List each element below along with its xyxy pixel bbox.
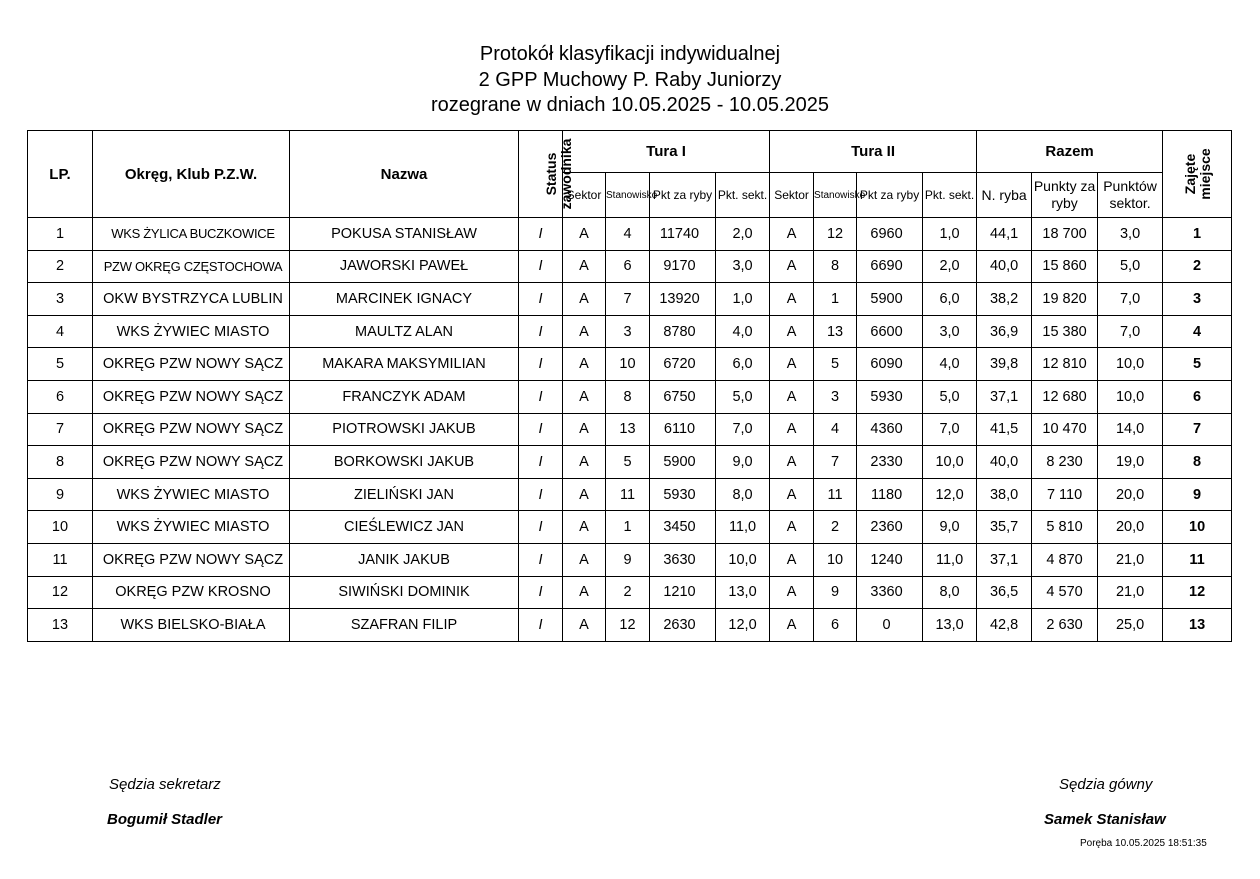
- cell-pkt-sekt-1: 7,0: [716, 413, 770, 446]
- col-header-pkt-ryby-2: Pkt za ryby: [857, 173, 923, 218]
- cell-sektor-1: A: [563, 315, 606, 348]
- cell-n-ryba: 39,8: [977, 348, 1032, 381]
- table-row: [28, 543, 1232, 576]
- cell-stanowisko-2: 8: [814, 250, 857, 283]
- cell-name: BORKOWSKI JAKUB: [290, 446, 519, 479]
- cell-punkty-ryby: 12 810: [1032, 348, 1098, 381]
- cell-lp: 10: [28, 511, 93, 544]
- cell-pkt-ryby-2: 2360: [857, 511, 923, 544]
- cell-pkt-sekt-1: 11,0: [716, 511, 770, 544]
- cell-stanowisko-1: 1: [606, 511, 650, 544]
- col-header-n-ryba: N. ryba: [977, 173, 1032, 218]
- cell-stanowisko-1: 6: [606, 250, 650, 283]
- cell-club: OKW BYSTRZYCA LUBLIN: [93, 283, 290, 316]
- col-header-pkt-sekt-1: Pkt. sekt.: [716, 173, 770, 218]
- cell-pkt-sekt-2: 11,0: [923, 543, 977, 576]
- cell-n-ryba: 36,9: [977, 315, 1032, 348]
- cell-place: 9: [1163, 478, 1232, 511]
- cell-pkt-sekt-2: 4,0: [923, 348, 977, 381]
- cell-pkt-sekt-1: 6,0: [716, 348, 770, 381]
- cell-status: I: [519, 511, 563, 544]
- cell-stanowisko-2: 3: [814, 380, 857, 413]
- cell-status: I: [519, 609, 563, 642]
- cell-name: JANIK JAKUB: [290, 543, 519, 576]
- cell-punktow-sektor: 3,0: [1098, 218, 1163, 251]
- col-header-place-text: Zajęte miejsce: [1182, 147, 1214, 200]
- cell-pkt-ryby-1: 6720: [650, 348, 716, 381]
- cell-name: PIOTROWSKI JAKUB: [290, 413, 519, 446]
- cell-lp: 6: [28, 380, 93, 413]
- cell-punkty-ryby: 18 700: [1032, 218, 1098, 251]
- cell-pkt-ryby-2: 0: [857, 609, 923, 642]
- cell-pkt-sekt-2: 10,0: [923, 446, 977, 479]
- cell-pkt-ryby-2: 6600: [857, 315, 923, 348]
- cell-place: 8: [1163, 446, 1232, 479]
- cell-pkt-ryby-1: 6110: [650, 413, 716, 446]
- cell-lp: 4: [28, 315, 93, 348]
- cell-n-ryba: 44,1: [977, 218, 1032, 251]
- cell-stanowisko-1: 8: [606, 380, 650, 413]
- cell-stanowisko-1: 2: [606, 576, 650, 609]
- col-header-status: [519, 131, 574, 218]
- col-header-club: Okręg, Klub P.Z.W.: [93, 131, 290, 218]
- cell-stanowisko-1: 11: [606, 478, 650, 511]
- cell-status: I: [519, 543, 563, 576]
- cell-sektor-2: A: [770, 413, 814, 446]
- cell-place: 5: [1163, 348, 1232, 381]
- cell-status: I: [519, 218, 563, 251]
- cell-place: 10: [1163, 511, 1232, 544]
- col-header-pkt-ryby-1: Pkt za ryby: [650, 173, 716, 218]
- cell-punkty-ryby: 4 570: [1032, 576, 1098, 609]
- cell-sektor-2: A: [770, 446, 814, 479]
- cell-club: PZW OKRĘG CZĘSTOCHOWA: [93, 250, 290, 283]
- cell-place: 1: [1163, 218, 1232, 251]
- cell-sektor-1: A: [563, 218, 606, 251]
- cell-pkt-ryby-2: 1240: [857, 543, 923, 576]
- chief-judge-label: Sędzia gówny: [1059, 776, 1153, 793]
- cell-punkty-ryby: 5 810: [1032, 511, 1098, 544]
- cell-sektor-2: A: [770, 478, 814, 511]
- cell-lp: 12: [28, 576, 93, 609]
- cell-pkt-ryby-2: 4360: [857, 413, 923, 446]
- col-header-sektor-1: Sektor: [563, 173, 606, 218]
- table-row: [28, 250, 1232, 283]
- table-row: [28, 478, 1232, 511]
- cell-sektor-1: A: [563, 348, 606, 381]
- cell-club: WKS ŻYWIEC MIASTO: [93, 511, 290, 544]
- cell-pkt-sekt-1: 2,0: [716, 218, 770, 251]
- cell-pkt-ryby-2: 1180: [857, 478, 923, 511]
- cell-punktow-sektor: 7,0: [1098, 315, 1163, 348]
- cell-stanowisko-2: 9: [814, 576, 857, 609]
- cell-sektor-2: A: [770, 576, 814, 609]
- cell-name: SIWIŃSKI DOMINIK: [290, 576, 519, 609]
- cell-pkt-ryby-1: 3630: [650, 543, 716, 576]
- cell-punktow-sektor: 21,0: [1098, 543, 1163, 576]
- cell-pkt-sekt-1: 3,0: [716, 250, 770, 283]
- cell-lp: 9: [28, 478, 93, 511]
- cell-stanowisko-2: 5: [814, 348, 857, 381]
- cell-place: 3: [1163, 283, 1232, 316]
- cell-pkt-ryby-2: 2330: [857, 446, 923, 479]
- table-row: [28, 576, 1232, 609]
- cell-pkt-ryby-2: 6960: [857, 218, 923, 251]
- cell-status: I: [519, 283, 563, 316]
- cell-pkt-ryby-2: 6690: [857, 250, 923, 283]
- cell-n-ryba: 37,1: [977, 543, 1032, 576]
- cell-place: 11: [1163, 543, 1232, 576]
- cell-club: OKRĘG PZW NOWY SĄCZ: [93, 413, 290, 446]
- cell-punkty-ryby: 10 470: [1032, 413, 1098, 446]
- cell-punktow-sektor: 25,0: [1098, 609, 1163, 642]
- cell-stanowisko-2: 7: [814, 446, 857, 479]
- chief-judge-name: Samek Stanisław: [1044, 811, 1166, 828]
- cell-place: 12: [1163, 576, 1232, 609]
- results-table: [27, 130, 1232, 642]
- cell-status: I: [519, 315, 563, 348]
- cell-pkt-sekt-2: 7,0: [923, 413, 977, 446]
- cell-punktow-sektor: 7,0: [1098, 283, 1163, 316]
- cell-place: 7: [1163, 413, 1232, 446]
- cell-stanowisko-1: 3: [606, 315, 650, 348]
- cell-lp: 8: [28, 446, 93, 479]
- cell-pkt-ryby-2: 5900: [857, 283, 923, 316]
- cell-sektor-1: A: [563, 511, 606, 544]
- cell-punkty-ryby: 19 820: [1032, 283, 1098, 316]
- cell-sektor-2: A: [770, 315, 814, 348]
- cell-status: I: [519, 478, 563, 511]
- cell-n-ryba: 40,0: [977, 250, 1032, 283]
- cell-lp: 7: [28, 413, 93, 446]
- cell-pkt-sekt-2: 8,0: [923, 576, 977, 609]
- cell-status: I: [519, 413, 563, 446]
- table-row: [28, 511, 1232, 544]
- cell-stanowisko-2: 10: [814, 543, 857, 576]
- cell-sektor-1: A: [563, 576, 606, 609]
- cell-pkt-sekt-2: 6,0: [923, 283, 977, 316]
- table-row: [28, 446, 1232, 479]
- document-title: Protokół klasyfikacji indywidualnej: [479, 43, 781, 65]
- cell-club: OKRĘG PZW NOWY SĄCZ: [93, 543, 290, 576]
- cell-pkt-sekt-1: 13,0: [716, 576, 770, 609]
- cell-status: I: [519, 250, 563, 283]
- cell-sektor-1: A: [563, 446, 606, 479]
- table-row: [28, 218, 1232, 251]
- cell-name: JAWORSKI PAWEŁ: [290, 250, 519, 283]
- col-header-lp: LP.: [28, 131, 93, 218]
- cell-status: I: [519, 380, 563, 413]
- cell-pkt-ryby-1: 5930: [650, 478, 716, 511]
- cell-name: CIEŚLEWICZ JAN: [290, 511, 519, 544]
- cell-sektor-2: A: [770, 511, 814, 544]
- col-header-tura2: Tura II: [770, 131, 977, 173]
- col-header-razem: Razem: [977, 131, 1163, 173]
- cell-club: WKS ŻYWIEC MIASTO: [93, 478, 290, 511]
- cell-stanowisko-1: 13: [606, 413, 650, 446]
- cell-pkt-sekt-2: 13,0: [923, 609, 977, 642]
- cell-place: 4: [1163, 315, 1232, 348]
- cell-sektor-1: A: [563, 609, 606, 642]
- col-header-punktow-sektor: Punktów sektor.: [1098, 173, 1163, 218]
- cell-place: 2: [1163, 250, 1232, 283]
- cell-stanowisko-2: 12: [814, 218, 857, 251]
- cell-name: FRANCZYK ADAM: [290, 380, 519, 413]
- cell-lp: 2: [28, 250, 93, 283]
- table-row: [28, 380, 1232, 413]
- cell-club: WKS ŻYWIEC MIASTO: [93, 315, 290, 348]
- cell-punktow-sektor: 10,0: [1098, 380, 1163, 413]
- cell-n-ryba: 42,8: [977, 609, 1032, 642]
- cell-sektor-1: A: [563, 380, 606, 413]
- cell-name: SZAFRAN FILIP: [290, 609, 519, 642]
- cell-sektor-2: A: [770, 250, 814, 283]
- cell-punkty-ryby: 2 630: [1032, 609, 1098, 642]
- cell-punkty-ryby: 15 380: [1032, 315, 1098, 348]
- table-row: [28, 315, 1232, 348]
- cell-sektor-2: A: [770, 543, 814, 576]
- cell-name: MARCINEK IGNACY: [290, 283, 519, 316]
- cell-sektor-1: A: [563, 478, 606, 511]
- cell-sektor-2: A: [770, 218, 814, 251]
- secretary-label: Sędzia sekretarz: [109, 776, 221, 793]
- col-header-place: [1163, 131, 1232, 218]
- cell-stanowisko-2: 2: [814, 511, 857, 544]
- cell-stanowisko-1: 10: [606, 348, 650, 381]
- cell-punkty-ryby: 15 860: [1032, 250, 1098, 283]
- cell-status: I: [519, 348, 563, 381]
- cell-place: 13: [1163, 609, 1232, 642]
- cell-pkt-ryby-1: 13920: [650, 283, 716, 316]
- cell-pkt-ryby-1: 9170: [650, 250, 716, 283]
- cell-club: WKS BIELSKO-BIAŁA: [93, 609, 290, 642]
- competition-name: 2 GPP Muchowy P. Raby Juniorzy: [478, 69, 782, 91]
- col-header-tura1: Tura I: [563, 131, 770, 173]
- cell-stanowisko-1: 4: [606, 218, 650, 251]
- col-header-stanowisko-2: Stanowisko: [814, 173, 857, 218]
- cell-place: 6: [1163, 380, 1232, 413]
- cell-pkt-ryby-2: 5930: [857, 380, 923, 413]
- cell-pkt-sekt-2: 12,0: [923, 478, 977, 511]
- cell-pkt-sekt-1: 10,0: [716, 543, 770, 576]
- cell-pkt-sekt-1: 9,0: [716, 446, 770, 479]
- cell-name: MAULTZ ALAN: [290, 315, 519, 348]
- cell-pkt-sekt-2: 5,0: [923, 380, 977, 413]
- cell-club: OKRĘG PZW NOWY SĄCZ: [93, 348, 290, 381]
- cell-punktow-sektor: 21,0: [1098, 576, 1163, 609]
- secretary-name: Bogumił Stadler: [107, 811, 223, 828]
- cell-stanowisko-2: 6: [814, 609, 857, 642]
- cell-lp: 3: [28, 283, 93, 316]
- cell-n-ryba: 40,0: [977, 446, 1032, 479]
- cell-punktow-sektor: 10,0: [1098, 348, 1163, 381]
- cell-pkt-sekt-1: 4,0: [716, 315, 770, 348]
- cell-lp: 5: [28, 348, 93, 381]
- cell-sektor-2: A: [770, 283, 814, 316]
- cell-punktow-sektor: 5,0: [1098, 250, 1163, 283]
- cell-stanowisko-1: 12: [606, 609, 650, 642]
- cell-pkt-ryby-1: 6750: [650, 380, 716, 413]
- cell-punkty-ryby: 4 870: [1032, 543, 1098, 576]
- cell-pkt-ryby-1: 2630: [650, 609, 716, 642]
- cell-punktow-sektor: 19,0: [1098, 446, 1163, 479]
- cell-pkt-sekt-2: 9,0: [923, 511, 977, 544]
- cell-name: POKUSA STANISŁAW: [290, 218, 519, 251]
- cell-lp: 11: [28, 543, 93, 576]
- cell-sektor-1: A: [563, 413, 606, 446]
- cell-lp: 13: [28, 609, 93, 642]
- table-row: [28, 348, 1232, 381]
- cell-pkt-ryby-1: 11740: [650, 218, 716, 251]
- table-row: [28, 283, 1232, 316]
- cell-name: MAKARA MAKSYMILIAN: [290, 348, 519, 381]
- col-header-pkt-sekt-2: Pkt. sekt.: [923, 173, 977, 218]
- cell-club: OKRĘG PZW NOWY SĄCZ: [93, 446, 290, 479]
- cell-pkt-ryby-1: 8780: [650, 315, 716, 348]
- cell-pkt-sekt-1: 12,0: [716, 609, 770, 642]
- cell-stanowisko-2: 13: [814, 315, 857, 348]
- cell-n-ryba: 38,2: [977, 283, 1032, 316]
- cell-pkt-ryby-1: 1210: [650, 576, 716, 609]
- cell-n-ryba: 38,0: [977, 478, 1032, 511]
- cell-stanowisko-1: 9: [606, 543, 650, 576]
- cell-club: WKS ŻYLICA BUCZKOWICE: [93, 218, 290, 251]
- cell-sektor-1: A: [563, 543, 606, 576]
- cell-sektor-2: A: [770, 380, 814, 413]
- cell-club: OKRĘG PZW NOWY SĄCZ: [93, 380, 290, 413]
- cell-pkt-ryby-2: 6090: [857, 348, 923, 381]
- cell-pkt-ryby-1: 3450: [650, 511, 716, 544]
- cell-club: OKRĘG PZW KROSNO: [93, 576, 290, 609]
- cell-punktow-sektor: 14,0: [1098, 413, 1163, 446]
- cell-sektor-1: A: [563, 283, 606, 316]
- cell-pkt-sekt-2: 1,0: [923, 218, 977, 251]
- cell-punkty-ryby: 7 110: [1032, 478, 1098, 511]
- cell-sektor-1: A: [563, 250, 606, 283]
- cell-punkty-ryby: 8 230: [1032, 446, 1098, 479]
- competition-dates: rozegrane w dniach 10.05.2025 - 10.05.2025: [430, 94, 830, 116]
- cell-pkt-sekt-1: 1,0: [716, 283, 770, 316]
- table-row: [28, 609, 1232, 642]
- cell-name: ZIELIŃSKI JAN: [290, 478, 519, 511]
- cell-n-ryba: 35,7: [977, 511, 1032, 544]
- cell-pkt-sekt-1: 8,0: [716, 478, 770, 511]
- cell-stanowisko-1: 7: [606, 283, 650, 316]
- place-date-stamp: Poręba 10.05.2025 18:51:35: [1080, 838, 1207, 849]
- cell-sektor-2: A: [770, 609, 814, 642]
- cell-sektor-2: A: [770, 348, 814, 381]
- cell-stanowisko-1: 5: [606, 446, 650, 479]
- cell-punktow-sektor: 20,0: [1098, 478, 1163, 511]
- col-header-name: Nazwa: [290, 131, 519, 218]
- cell-punktow-sektor: 20,0: [1098, 511, 1163, 544]
- cell-status: I: [519, 446, 563, 479]
- cell-pkt-ryby-1: 5900: [650, 446, 716, 479]
- cell-n-ryba: 36,5: [977, 576, 1032, 609]
- cell-pkt-sekt-1: 5,0: [716, 380, 770, 413]
- cell-pkt-ryby-2: 3360: [857, 576, 923, 609]
- col-header-punkty-ryby: Punkty za ryby: [1032, 173, 1098, 218]
- cell-status: I: [519, 576, 563, 609]
- cell-n-ryba: 41,5: [977, 413, 1032, 446]
- cell-punkty-ryby: 12 680: [1032, 380, 1098, 413]
- table-row: [28, 413, 1232, 446]
- cell-pkt-sekt-2: 2,0: [923, 250, 977, 283]
- cell-pkt-sekt-2: 3,0: [923, 315, 977, 348]
- col-header-stanowisko-1: Stanowisko: [606, 173, 650, 218]
- cell-lp: 1: [28, 218, 93, 251]
- cell-stanowisko-2: 1: [814, 283, 857, 316]
- col-header-sektor-2: Sektor: [770, 173, 814, 218]
- col-header-status-text: Status zawodnika: [543, 138, 574, 209]
- cell-n-ryba: 37,1: [977, 380, 1032, 413]
- cell-stanowisko-2: 4: [814, 413, 857, 446]
- cell-stanowisko-2: 11: [814, 478, 857, 511]
